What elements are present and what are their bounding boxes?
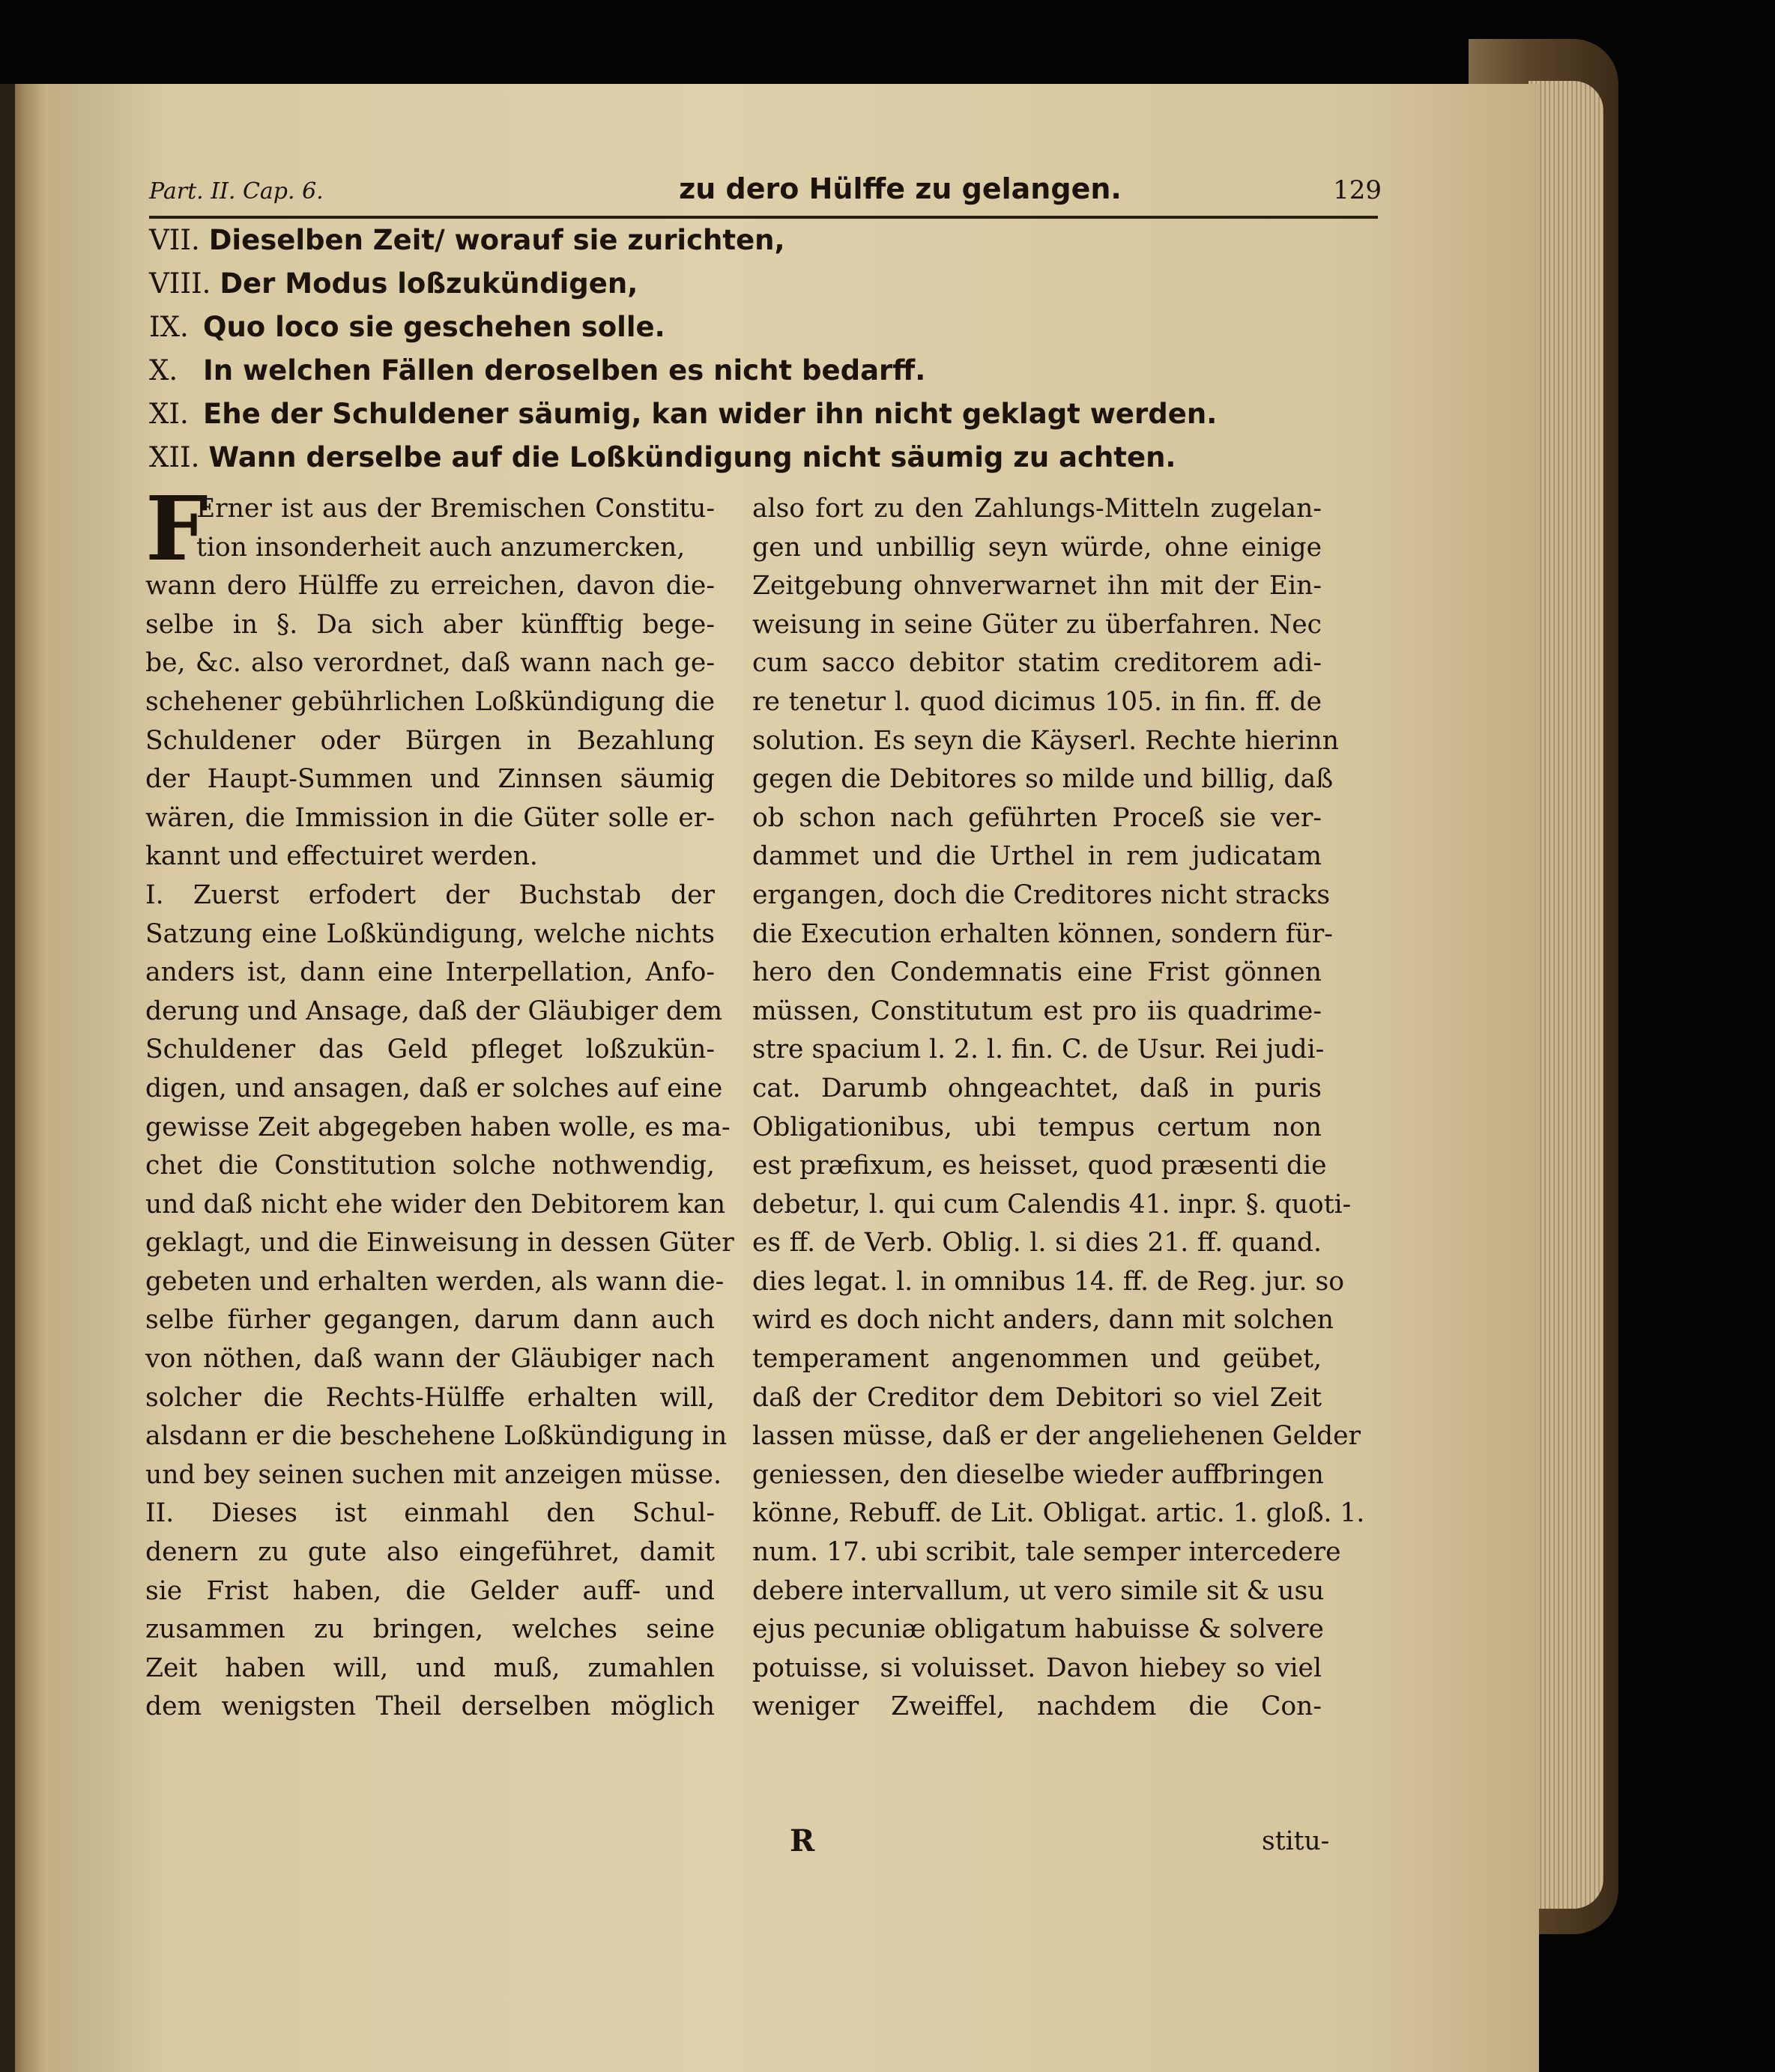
page-number: 129 xyxy=(1333,175,1382,205)
text-line: müssen, Constitutum est pro iis quadrime- xyxy=(752,996,1322,1026)
summary-item xyxy=(149,219,1385,262)
text-line: also fort zu den Zahlungs-Mitteln zugelan- xyxy=(752,494,1322,524)
text-line: dies legat. l. in omnibus 14. ff. de Reg. jur. so xyxy=(752,1266,1344,1297)
summary-item xyxy=(149,393,1385,436)
text-line: ob schon nach geführten Proceß sie ver- xyxy=(752,802,1322,833)
text-line: stre spacium l. 2. l. fin. C. de Usur. Rei judi- xyxy=(752,1035,1325,1065)
text-line: anders ist, dann eine Interpellation, Anfo- xyxy=(145,957,715,988)
text-line: debere intervallum, ut vero simile sit & usu xyxy=(752,1575,1325,1606)
text-line: alsdann er die beschehene Loßkündigung in xyxy=(145,1421,728,1452)
summary-item xyxy=(149,436,1385,479)
text-line: Zeitgebung ohnverwarnet ihn mit der Ein- xyxy=(752,571,1322,602)
summary-list xyxy=(149,219,1385,479)
summary-item-text: Wann derselbe auf die Loßkündigung nicht säumig zu achten. xyxy=(208,441,1176,473)
text-line: est præfixum, es heisset, quod præsenti die xyxy=(752,1151,1327,1181)
left-page-shadow xyxy=(0,84,15,2072)
text-line: denern zu gute also eingeführet, damit xyxy=(145,1537,715,1568)
text-line: debetur, l. qui cum Calendis 41. inpr. §. quoti- xyxy=(752,1189,1352,1220)
summary-item-text: Ehe der Schuldener säumig, kan wider ihn nicht geklagt werden. xyxy=(203,398,1218,430)
text-line: Zeit haben will, und muß, zumahlen xyxy=(145,1653,715,1683)
summary-item-text: Quo loco sie geschehen solle. xyxy=(203,311,665,343)
text-line: Satzung eine Loßkündigung, welche nichts xyxy=(145,918,715,949)
text-line: der Haupt-Summen und Zinnsen säumig xyxy=(145,764,715,795)
text-line: gewisse Zeit abgegeben haben wolle, es ma- xyxy=(145,1112,731,1142)
right-text-column xyxy=(752,490,1365,1727)
text-line: potuisse, si voluisset. Davon hiebey so viel xyxy=(752,1653,1322,1683)
summary-item-number: XI. xyxy=(149,398,189,430)
signature-mark: R xyxy=(790,1823,815,1859)
text-line: Erner ist aus der Bremischen Constitu- xyxy=(196,494,715,524)
text-line: daß der Creditor dem Debitori so viel Zeit xyxy=(752,1382,1322,1413)
text-line: selbe fürher gegangen, darum dann auch xyxy=(145,1305,715,1336)
text-line: zusammen zu bringen, welches seine xyxy=(145,1614,715,1645)
running-head-title: zu dero Hülffe zu gelangen. xyxy=(679,172,1122,205)
text-line: kannt und effectuiret werden. xyxy=(145,841,538,872)
text-line: re tenetur l. quod dicimus 105. in fin. ff. de xyxy=(752,686,1322,717)
text-line: wann dero Hülffe zu erreichen, davon die- xyxy=(145,571,715,602)
running-head xyxy=(149,172,1382,214)
text-line: es ff. de Verb. Oblig. l. si dies 21. ff. quand. xyxy=(752,1228,1322,1258)
text-line: die Execution erhalten können, sondern für- xyxy=(752,918,1333,949)
text-line: und bey seinen suchen mit anzeigen müsse. xyxy=(145,1459,722,1490)
summary-item-number: IX. xyxy=(149,311,189,343)
summary-item-number: VII. xyxy=(149,224,200,256)
summary-item xyxy=(149,306,1385,349)
text-line: sie Frist haben, die Gelder auff- und xyxy=(145,1575,715,1606)
text-line: dem wenigsten Theil derselben möglich xyxy=(145,1691,715,1722)
text-line: cat. Darumb ohngeachtet, daß in puris xyxy=(752,1073,1322,1103)
text-line: gegen die Debitores so milde und billig, daß xyxy=(752,764,1334,795)
text-line: und daß nicht ehe wider den Debitorem kan xyxy=(145,1189,726,1220)
text-line: num. 17. ubi scribit, tale semper intercedere xyxy=(752,1537,1341,1568)
text-line: selbe in §. Da sich aber künfftig bege- xyxy=(145,609,715,640)
text-line: hero den Condemnatis eine Frist gönnen xyxy=(752,957,1322,988)
text-line: gen und unbillig seyn würde, ohne einige xyxy=(752,532,1322,563)
summary-item xyxy=(149,349,1385,393)
text-line: wären, die Immission in die Güter solle er- xyxy=(145,802,715,833)
text-line: chet die Constitution solche nothwendig, xyxy=(145,1151,715,1181)
text-line: dammet und die Urthel in rem judicatam xyxy=(752,841,1322,872)
text-line: II. Dieses ist einmahl den Schul- xyxy=(145,1498,715,1529)
summary-item-number: XII. xyxy=(149,441,200,473)
text-line: Obligationibus, ubi tempus certum non xyxy=(752,1112,1322,1142)
text-line: schehener gebührlichen Loßkündigung die xyxy=(145,686,715,717)
text-line: wird es doch nicht anders, dann mit solchen xyxy=(752,1305,1334,1336)
text-line: solcher die Rechts-Hülffe erhalten will, xyxy=(145,1382,715,1413)
text-line: gebeten und erhalten werden, als wann die- xyxy=(145,1266,725,1297)
summary-item-number: VIII. xyxy=(149,267,211,300)
text-line: Schuldener oder Bürgen in Bezahlung xyxy=(145,725,715,756)
text-line: cum sacco debitor statim creditorem adi- xyxy=(752,648,1322,679)
page-edges xyxy=(1528,81,1603,1909)
text-line: ejus pecuniæ obligatum habuisse & solvere xyxy=(752,1614,1324,1645)
text-line: geklagt, und die Einweisung in dessen Güter xyxy=(145,1228,734,1258)
summary-item-text: Dieselben Zeit/ worauf sie zurichten, xyxy=(208,224,785,256)
summary-item-number: X. xyxy=(149,354,178,387)
text-line: ergangen, doch die Creditores nicht stracks xyxy=(752,879,1331,910)
text-line: tion insonderheit auch anzumercken, xyxy=(196,532,686,563)
drop-capital: F xyxy=(145,476,208,581)
left-text-column xyxy=(145,476,734,1727)
book-page xyxy=(48,84,1539,2072)
catchword: stitu- xyxy=(1262,1826,1330,1856)
summary-item-text: In welchen Fällen deroselben es nicht bedarff. xyxy=(203,354,926,387)
text-line: weniger Zweiffel, nachdem die Con- xyxy=(752,1691,1322,1722)
text-line: weisung in seine Güter zu überfahren. Nec xyxy=(752,609,1322,640)
text-line: lassen müsse, daß er der angeliehenen Gelder xyxy=(752,1421,1361,1452)
summary-item xyxy=(149,262,1385,306)
running-head-left: Part. II. Cap. 6. xyxy=(149,178,324,205)
text-line: temperament angenommen und geübet, xyxy=(752,1344,1322,1375)
text-line: digen, und ansagen, daß er solches auf eine xyxy=(145,1073,723,1103)
summary-item-text: Der Modus loßzukündigen, xyxy=(220,267,638,300)
text-line: von nöthen, daß wann der Gläubiger nach xyxy=(145,1344,715,1375)
text-line: geniessen, den dieselbe wieder auffbringen xyxy=(752,1459,1324,1490)
text-line: solution. Es seyn die Käyserl. Rechte hierinn xyxy=(752,725,1339,756)
text-line: be, &c. also verordnet, daß wann nach ge- xyxy=(145,648,715,679)
text-line: derung und Ansage, daß der Gläubiger dem xyxy=(145,996,723,1026)
text-line: Schuldener das Geld pfleget loßzukün- xyxy=(145,1035,715,1065)
text-line: könne, Rebuff. de Lit. Obligat. artic. 1. gloß. 1. xyxy=(752,1498,1365,1529)
text-line: I. Zuerst erfodert der Buchstab der xyxy=(145,879,715,910)
